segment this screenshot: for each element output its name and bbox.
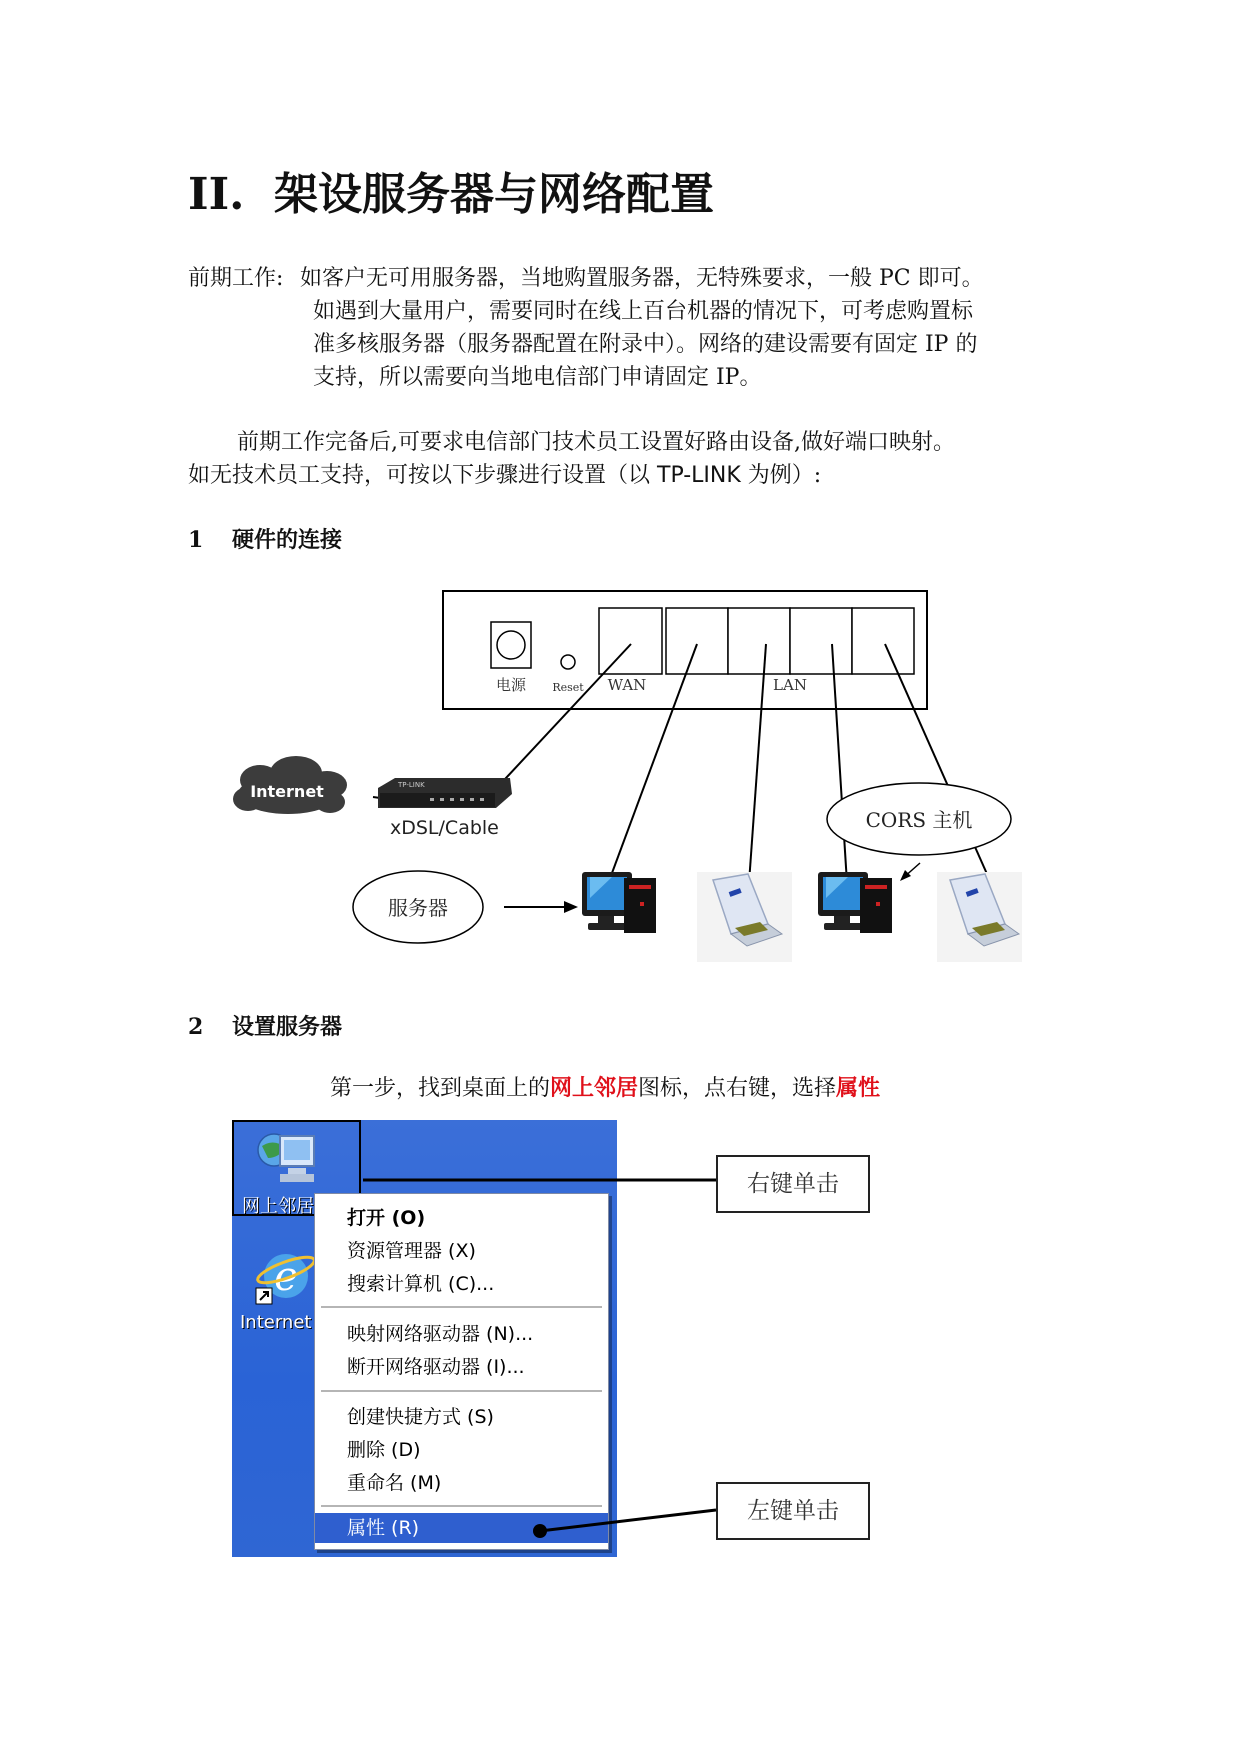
section-number: II. [188,169,245,220]
lan-port-3 [790,608,852,674]
step-1-instruction [330,1072,880,1105]
prework-line-3: 准多核服务器（服务器配置在附录中）。网络的建设需要有固定 IP 的 [313,332,978,357]
prework-label: 前期工作: [188,266,284,291]
laptop-icon [937,872,1022,962]
page-title [188,158,714,222]
step-1-highlight-properties: 属性 [836,1075,881,1101]
menu-separator [321,1390,602,1392]
wan-label: WAN [607,676,647,694]
section-1-title: 硬件的连接 [232,527,343,553]
internet-cloud-label: Internet [250,782,324,801]
lan-port-4 [852,608,914,674]
menu-separator [321,1505,602,1507]
reset-button [561,655,575,669]
para2-text-c: 为例）: [740,463,822,488]
menu-item-properties[interactable]: 属性 (R) [315,1513,608,1543]
laptop-icon [697,872,792,962]
power-icon [497,631,525,659]
para2-text-a: 如无技术员工支持，可按以下步骤进行设置（以 [188,463,657,488]
para2-line-2 [188,459,821,492]
para2-brand: TP-LINK [657,463,741,488]
prework-line-1: 如客户无可用服务器，当地购置服务器，无特殊要求，一般 PC 即可。 [300,266,984,291]
internet-explorer-label[interactable]: Internet [240,1312,312,1333]
context-menu [314,1193,609,1550]
section-2-title: 设置服务器 [232,1014,343,1040]
lan-port-1 [666,608,728,674]
step-1-text-a: 第一步，找到桌面上的 [330,1076,551,1101]
menu-item-rename[interactable]: 重命名 (M) [347,1472,442,1494]
menu-item-map-drive[interactable]: 映射网络驱动器 (N)... [347,1323,534,1345]
section-heading-2 [188,1010,342,1041]
lan-port-2 [728,608,790,674]
callout-left-click: 左键单击 [716,1482,870,1540]
menu-item-search-computers[interactable]: 搜索计算机 (C)... [347,1273,495,1295]
menu-item-create-shortcut[interactable]: 创建快捷方式 (S) [347,1406,494,1428]
prework-line-2: 如遇到大量用户，需要同时在线上百台机器的情况下，可考虑购置标 [313,299,974,324]
step-1-text-c: 图标，点右键，选择 [638,1076,837,1101]
menu-item-open[interactable]: 打开 (O) [347,1207,426,1229]
callout-right-click: 右键单击 [716,1155,870,1213]
modem-label: xDSL/Cable [390,817,499,839]
menu-item-delete[interactable]: 删除 (D) [347,1439,421,1461]
menu-item-explore[interactable]: 资源管理器 (X) [347,1240,476,1262]
wan-port [599,608,662,674]
svg-text:e: e [274,1254,298,1300]
desktop-screenshot [232,1120,617,1557]
menu-item-disconnect-drive[interactable]: 断开网络驱动器 (I)... [347,1356,525,1378]
internet-explorer-icon[interactable] [254,1248,314,1308]
step-1-highlight-network: 网上邻居 [550,1075,639,1101]
menu-separator [321,1306,602,1308]
lan-label: LAN [773,676,807,694]
section-1-number: 1 [188,527,204,553]
network-diagram [0,580,1241,980]
para2-line-1: 前期工作完备后,可要求电信部门技术员工设置好路由设备,做好端口映射。 [237,430,955,455]
section-title: 架设服务器与网络配置 [274,169,714,220]
server-arrow-head [564,901,578,913]
modem-brand: TP-LINK [398,781,425,789]
power-label: 电源 [495,676,527,694]
section-heading-1 [188,523,342,554]
network-neighborhood-label[interactable]: 网上邻居 [242,1196,314,1217]
cors-host-label: CORS 主机 [865,808,973,832]
section-2-number: 2 [188,1014,204,1040]
server-label: 服务器 [388,896,448,920]
cors-pc-icon [818,872,892,933]
prework-line-4: 支持，所以需要向当地电信部门申请固定 IP。 [313,365,762,390]
server-pc-icon [582,872,656,933]
reset-label: Reset [552,681,584,694]
